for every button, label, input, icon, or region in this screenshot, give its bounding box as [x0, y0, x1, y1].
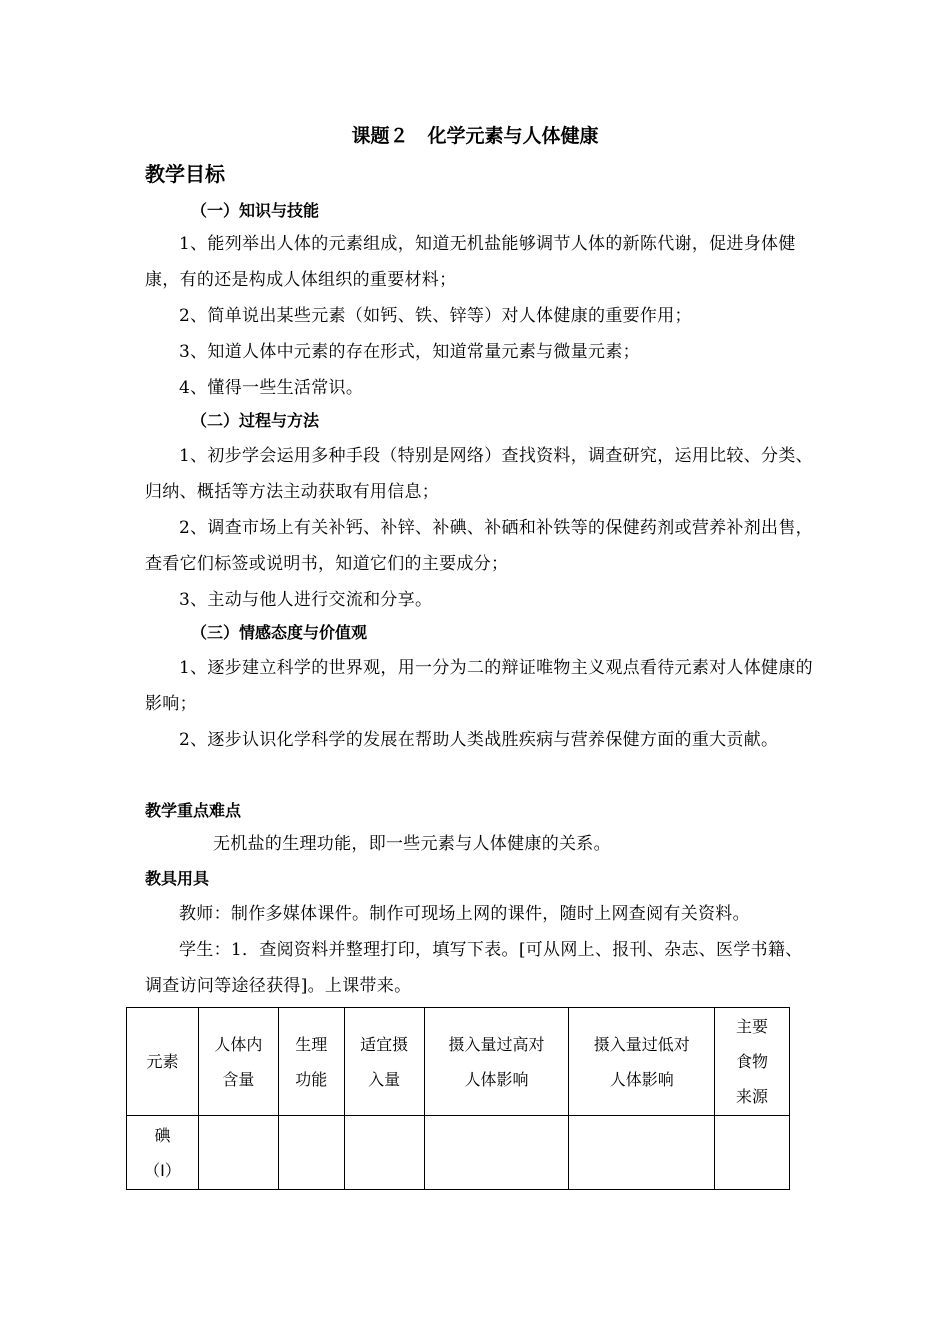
tools-student: 学生：1．查阅资料并整理打印，填写下表。[可从网上、报刊、杂志、医学书籍、调查访问等途径获得]。上课带来。 — [145, 940, 803, 996]
key-points-text: 无机盐的生理功能，即一些元素与人体健康的关系。 — [213, 834, 611, 854]
tools-teacher: 教师：制作多媒体课件。制作可现场上网的课件，随时上网查阅有关资料。 — [179, 904, 750, 924]
header-deficiency-effect: 摄入量过低对 人体影响 — [569, 1008, 715, 1116]
process-item-3: 3、主动与他人进行交流和分享。 — [179, 590, 433, 610]
table-cell — [344, 1116, 424, 1190]
header-element: 元素 — [127, 1008, 199, 1116]
table-cell — [198, 1116, 278, 1190]
table-cell — [569, 1116, 715, 1190]
knowledge-item-2: 2、简单说出某些元素（如钙、铁、锌等）对人体健康的重要作用； — [179, 306, 692, 326]
header-body-content: 人体内 含量 — [198, 1008, 278, 1116]
process-item-2: 2、调查市场上有关补钙、补锌、补碘、补硒和补铁等的保健药剂或营养补剂出售，查看它们标签或说明书，知道它们的主要成分； — [145, 518, 813, 574]
header-suitable-intake: 适宜摄 入量 — [344, 1008, 424, 1116]
emotion-item-1: 1、逐步建立科学的世界观，用一分为二的辩证唯物主义观点看待元素对人体健康的影响； — [145, 658, 813, 714]
objectives-heading: 教学目标 — [145, 162, 225, 186]
table-cell — [424, 1116, 569, 1190]
table-cell — [715, 1116, 790, 1190]
page-title: 课题２ 化学元素与人体健康 — [351, 125, 599, 147]
knowledge-item-3: 3、知道人体中元素的存在形式，知道常量元素与微量元素； — [179, 342, 640, 362]
header-food-source: 主要 食物 来源 — [715, 1008, 790, 1116]
table-cell-element: 碘 （I） — [127, 1116, 199, 1190]
process-heading: （二）过程与方法 — [191, 411, 320, 430]
header-physiological-function: 生理 功能 — [278, 1008, 344, 1116]
element-table — [126, 1007, 790, 1190]
knowledge-item-4: 4、懂得一些生活常识。 — [179, 378, 364, 398]
knowledge-heading: （一）知识与技能 — [191, 201, 320, 220]
table-row — [127, 1116, 790, 1190]
table-cell — [278, 1116, 344, 1190]
process-item-1: 1、初步学会运用多种手段（特别是网络）查找资料，调查研究，运用比较、分类、归纳、概括等方法主动获取有用信息； — [145, 446, 813, 502]
key-points-heading: 教学重点难点 — [145, 801, 242, 820]
tools-heading: 教具用具 — [145, 869, 210, 888]
header-excess-effect: 摄入量过高对 人体影响 — [424, 1008, 569, 1116]
knowledge-item-1: 1、能列举出人体的元素组成，知道无机盐能够调节人体的新陈代谢，促进身体健康，有的还是构成人体组织的重要材料； — [145, 234, 796, 290]
table-header-row — [127, 1008, 790, 1116]
emotion-item-2: 2、逐步认识化学科学的发展在帮助人类战胜疾病与营养保健方面的重大贡献。 — [179, 730, 779, 750]
emotion-heading: （三）情感态度与价值观 — [191, 623, 368, 642]
